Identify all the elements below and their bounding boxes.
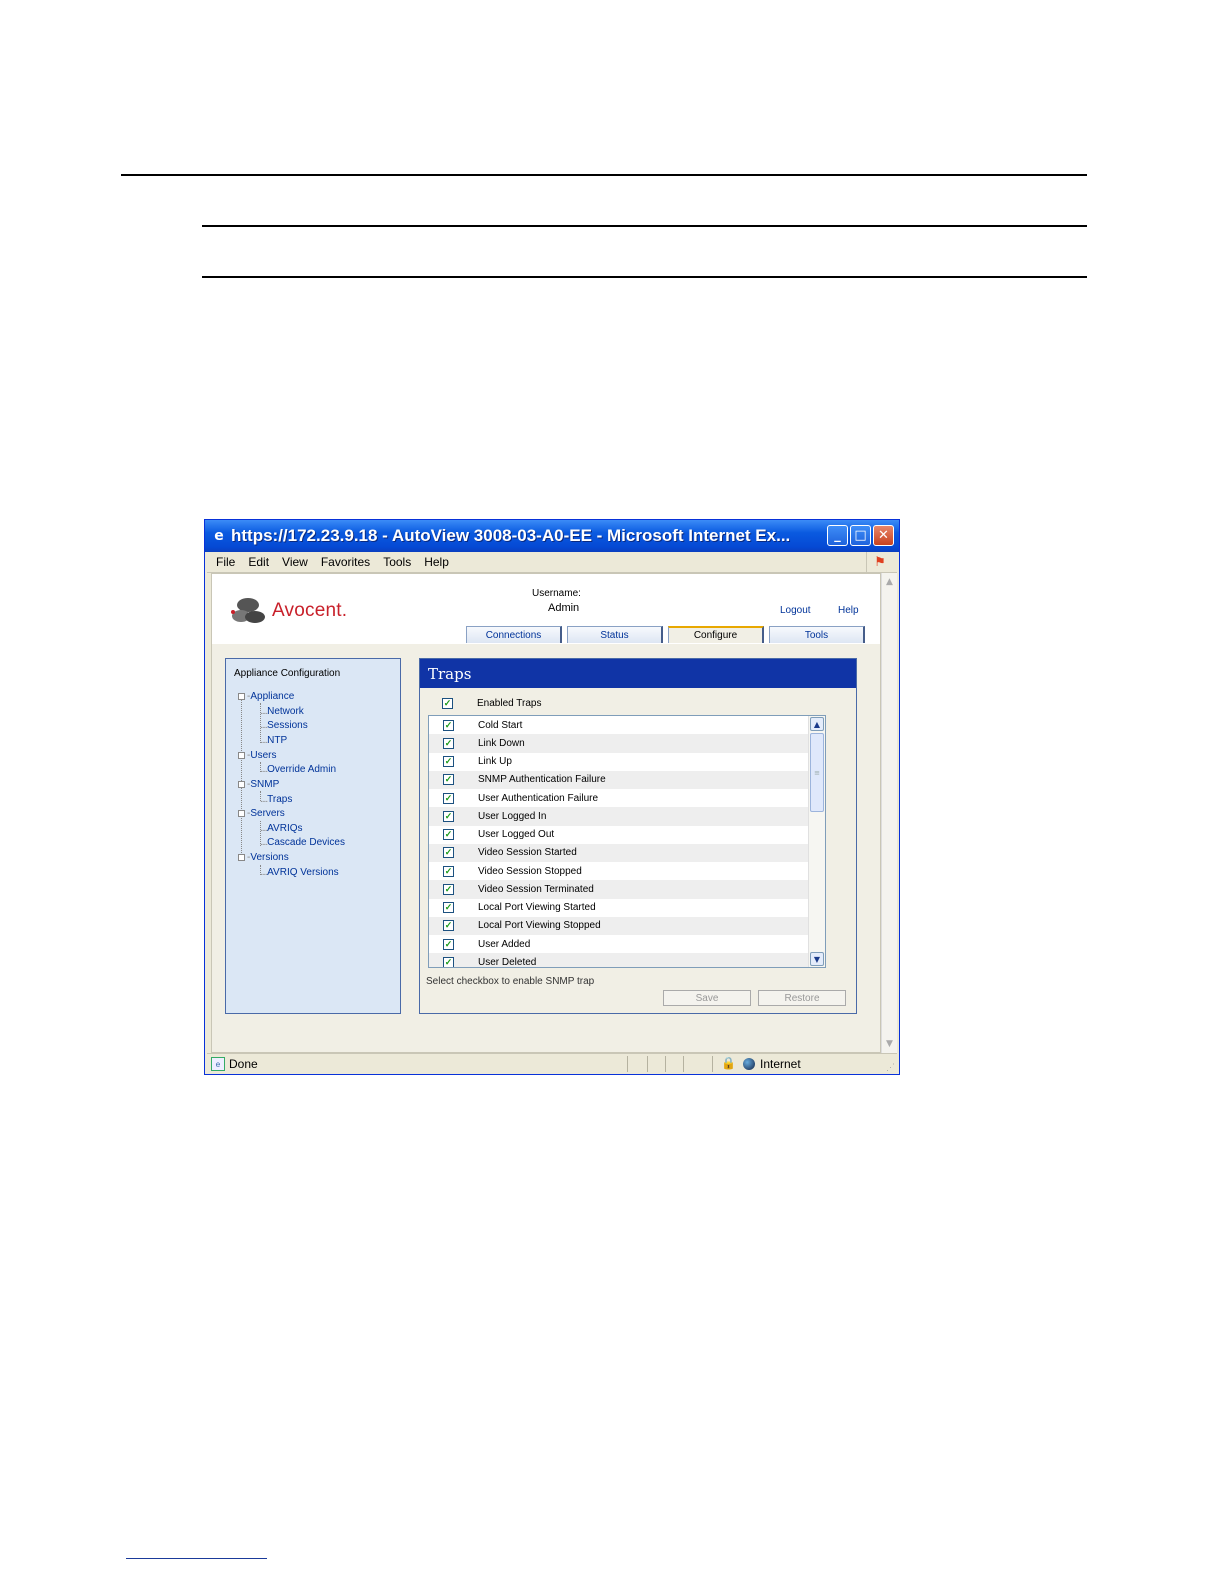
page-scroll-up-icon[interactable]: ▲ [886,577,893,587]
trap-checkbox[interactable]: ✓ [444,756,453,767]
trap-label: Link Down [478,737,525,749]
nav-item-label: AVRIQ Versions [267,867,339,878]
tree-connector: .... [260,720,268,731]
menu-tools[interactable]: Tools [383,555,412,569]
nav-item-snmp[interactable] [238,779,279,790]
trap-row[interactable] [429,826,810,844]
panel-title: Traps [420,659,856,688]
lock-icon: 🔒 [721,1056,736,1070]
tree-connector: .... [260,837,268,848]
help-link[interactable]: Help [838,605,859,616]
enabled-traps-label: Enabled Traps [477,698,542,709]
username-label: Username: [532,588,581,599]
menu-favorites[interactable]: Favorites [320,555,371,569]
tree-connector: .... [260,867,268,878]
nav-item-appliance[interactable] [238,691,294,702]
scroll-up-button[interactable]: ▲ [810,717,824,731]
status-separator [665,1056,666,1072]
nav-item-label: NTP [267,735,288,746]
status-separator [712,1056,713,1072]
trap-label: Video Session Terminated [478,883,594,895]
trap-row[interactable] [429,862,810,880]
trap-row[interactable] [429,917,810,935]
status-done [211,1057,258,1071]
title-bar[interactable] [205,520,899,552]
close-button[interactable]: ✕ [873,525,894,546]
trap-row[interactable] [429,953,810,968]
nav-item-traps[interactable] [260,794,292,805]
tree-connector: .... [260,823,268,834]
brand-name: Avocent. [272,600,348,621]
nav-item-cascade-devices[interactable] [260,837,345,848]
trap-row[interactable] [429,771,810,789]
page-rule-section-top [202,225,1087,227]
trap-checkbox[interactable]: ✓ [444,902,453,913]
menu-file[interactable]: File [216,555,236,569]
status-separator [683,1056,684,1072]
footnote-rule [126,1558,267,1559]
browser-window [204,519,900,1075]
menu-help[interactable]: Help [424,555,449,569]
nav-item-versions[interactable] [238,852,289,863]
tree-connector: .... [260,794,268,805]
nav-item-label: SNMP [250,779,280,790]
trap-row[interactable] [429,807,810,825]
page-scroll-down-icon[interactable]: ▼ [886,1039,893,1049]
menu-view[interactable]: View [282,555,308,569]
restore-button[interactable]: Restore [758,990,846,1006]
tree-collapse-icon[interactable] [238,781,245,788]
nav-item-label: Cascade Devices [267,837,345,848]
trap-checkbox[interactable]: ✓ [444,883,453,894]
trap-row[interactable] [429,789,810,807]
tab-configure[interactable]: Configure [668,626,764,643]
trap-label: Video Session Stopped [478,865,582,877]
tree-line [241,699,242,857]
nav-heading: Appliance Configuration [234,668,341,679]
minimize-button[interactable]: _ [827,525,848,546]
tree-connector: - [247,852,251,863]
security-zone [743,1057,801,1071]
status-bar [207,1053,897,1074]
trap-label: Link Up [478,756,512,768]
trap-checkbox[interactable]: ✓ [444,938,453,949]
page-rule-top [121,174,1087,176]
trap-label: SNMP Authentication Failure [478,774,606,786]
trap-checkbox[interactable]: ✓ [444,774,453,785]
tree-connector: - [247,779,251,790]
trap-row[interactable] [429,935,810,953]
nav-item-label: Versions [250,852,289,863]
trap-checkbox[interactable]: ✓ [444,719,453,730]
trap-checkbox[interactable]: ✓ [444,865,453,876]
trap-checkbox[interactable]: ✓ [444,847,453,858]
page-scrollbar[interactable] [881,573,897,1053]
resize-grip-icon[interactable]: ⋰ [886,1062,895,1072]
tree-connector: .... [260,764,268,775]
tree-collapse-icon[interactable] [238,752,245,759]
enabled-traps-checkbox[interactable]: ✓ [443,698,452,708]
web-page [211,573,881,1053]
nav-item-servers[interactable] [238,808,285,819]
trap-label: User Added [478,938,531,950]
maximize-button[interactable]: □ [850,525,871,546]
trap-label: User Authentication Failure [478,792,599,804]
traps-list [428,715,826,968]
nav-item-users[interactable] [238,750,276,761]
window-title: https://172.23.9.18 - AutoView 3008-03-A0-EE - Microsoft Internet Ex... [231,526,791,545]
username-value: Admin [548,602,580,614]
nav-item-avriq-versions[interactable] [260,867,339,878]
windows-logo-icon: ⚑ [866,552,893,572]
status-separator [627,1056,628,1072]
tree-connector: - [247,808,251,819]
trap-label: User Deleted [478,956,537,968]
tree-connector: - [247,691,251,702]
trap-row[interactable] [429,753,810,771]
tree-connector: - [247,750,251,761]
globe-icon [743,1058,755,1070]
trap-label: Local Port Viewing Started [478,902,596,914]
tree-collapse-icon[interactable] [238,854,245,861]
tree-collapse-icon[interactable] [238,693,245,700]
nav-item-label: Network [267,706,304,717]
nav-item-network[interactable] [260,706,304,717]
status-text: Done [229,1057,258,1071]
nav-item-override-admin[interactable] [260,764,336,775]
trap-row[interactable] [429,880,810,898]
trap-row[interactable] [429,734,810,752]
scroll-down-button[interactable]: ▼ [810,952,824,966]
tab-connections[interactable]: Connections [466,626,562,643]
trap-checkbox[interactable]: ✓ [444,810,453,821]
internet-explorer-icon: e [214,528,224,544]
status-separator [647,1056,648,1072]
trap-checkbox[interactable]: ✓ [444,920,453,931]
trap-checkbox[interactable]: ✓ [444,737,453,748]
tab-status[interactable]: Status [567,626,663,643]
zone-text: Internet [760,1057,801,1071]
hint-text: Select checkbox to enable SNMP trap [426,976,595,987]
avocent-logo [230,596,347,626]
trap-label: Video Session Started [478,847,577,859]
nav-item-label: Override Admin [267,764,337,775]
trap-label: Cold Start [478,719,523,731]
trap-row[interactable] [429,844,810,862]
traps-panel [419,658,857,1014]
nav-item-sessions[interactable] [260,720,308,731]
page-icon: e [211,1057,225,1071]
page-rule-section-bottom [202,276,1087,278]
trap-label: User Logged In [478,810,547,822]
scroll-thumb[interactable]: ≡ [810,733,824,812]
nav-item-ntp[interactable] [260,735,287,746]
page-header [212,574,880,644]
trap-row[interactable] [429,899,810,917]
menu-bar [207,552,897,573]
trap-label: User Logged Out [478,829,555,841]
nav-item-label: Traps [267,794,293,805]
nav-item-label: Users [250,750,277,761]
tab-tools[interactable]: Tools [769,626,865,643]
logout-link[interactable]: Logout [780,605,811,616]
nav-item-label: Sessions [267,720,308,731]
avocent-logo-icon [230,596,266,626]
tree-collapse-icon[interactable] [238,810,245,817]
nav-item-label: Appliance [250,691,295,702]
appliance-config-nav [225,658,401,1014]
trap-checkbox[interactable]: ✓ [444,956,453,967]
tree-connector: .... [260,735,268,746]
nav-item-label: AVRIQs [267,823,303,834]
trap-label: Local Port Viewing Stopped [478,920,601,932]
tree-connector: .... [260,706,268,717]
menu-edit[interactable]: Edit [248,555,270,569]
nav-item-avriqs[interactable] [260,823,303,834]
save-button[interactable]: Save [663,990,751,1006]
trap-checkbox[interactable]: ✓ [444,792,453,803]
trap-checkbox[interactable]: ✓ [444,829,453,840]
traps-list-scrollbar[interactable] [808,716,825,967]
enabled-traps-row[interactable] [442,698,542,709]
trap-row[interactable] [429,716,810,734]
nav-item-label: Servers [250,808,285,819]
